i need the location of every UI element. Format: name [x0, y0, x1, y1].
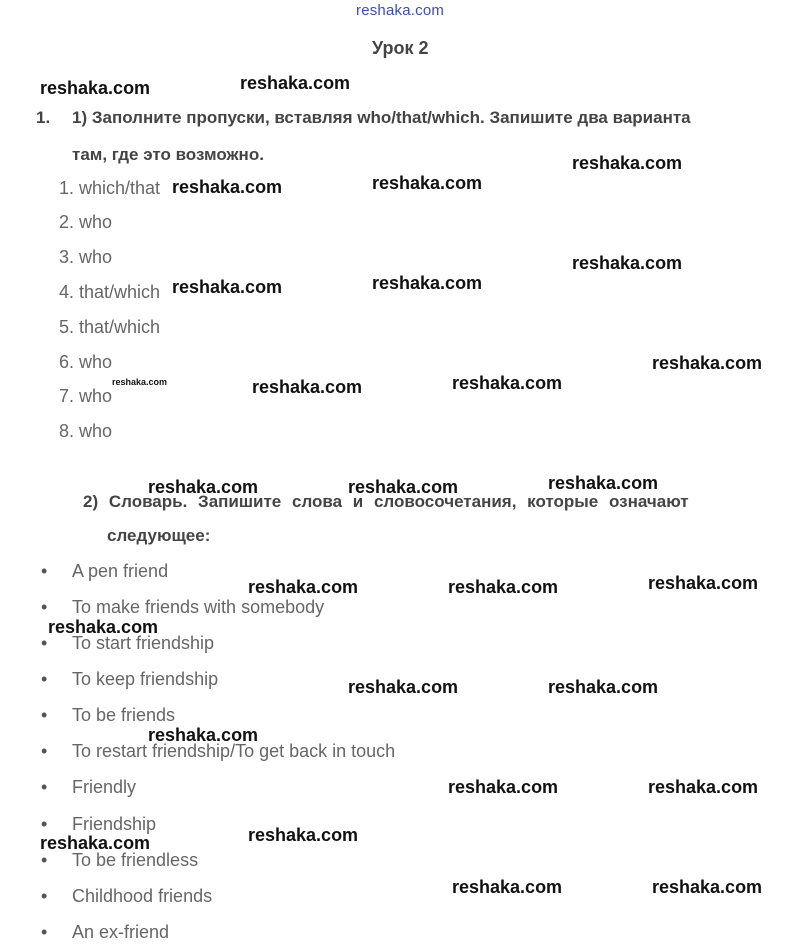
watermark: reshaka.com: [172, 277, 283, 297]
answer-3: 3. who: [59, 247, 113, 267]
bullet-dot: •: [41, 561, 48, 581]
answer-1: 1. which/that: [59, 178, 161, 198]
watermark: reshaka.com: [252, 377, 363, 397]
site-header-link[interactable]: reshaka.com: [356, 2, 445, 19]
answer-7: 7. who: [59, 386, 113, 406]
watermark: reshaka.com: [248, 825, 359, 845]
bullet-dot: •: [41, 886, 48, 906]
bullet-dot: •: [41, 922, 48, 942]
vocab-item-6: To restart friendship/To get back in touch: [72, 741, 396, 761]
vocab-item-7: Friendly: [72, 777, 137, 797]
watermark: reshaka.com: [172, 177, 283, 197]
watermark: reshaka.com: [452, 877, 563, 897]
vocab-item-10: Childhood friends: [72, 886, 213, 906]
watermark: reshaka.com: [652, 877, 763, 897]
vocab-item-2: To make friends with somebody: [72, 597, 325, 617]
bullet-dot: •: [41, 814, 48, 834]
bullet-dot: •: [41, 741, 48, 761]
answer-5: 5. that/which: [59, 317, 161, 337]
watermark: reshaka.com: [372, 173, 483, 193]
watermark: reshaka.com: [572, 253, 683, 273]
vocab-item-3: To start friendship: [72, 633, 215, 653]
watermark: reshaka.com: [572, 153, 683, 173]
answer-2: 2. who: [59, 212, 113, 232]
watermark: reshaka.com: [348, 677, 459, 697]
task1-number: 1.: [36, 108, 51, 127]
bullet-dot: •: [41, 777, 48, 797]
answer-4: 4. that/which: [59, 282, 161, 302]
answer-6: 6. who: [59, 352, 113, 372]
bullet-dot: •: [41, 669, 48, 689]
vocab-item-5: To be friends: [72, 705, 176, 725]
watermark: reshaka.com: [48, 617, 159, 637]
task2-instruction-line2: следующее:: [107, 526, 211, 545]
task1-instruction-line2: там, где это возможно.: [72, 145, 264, 164]
bullet-dot: •: [41, 705, 48, 725]
answer-8: 8. who: [59, 421, 113, 441]
vocab-item-4: To keep friendship: [72, 669, 219, 689]
watermark: reshaka.com: [240, 73, 351, 93]
vocab-item-9: To be friendless: [72, 850, 199, 870]
watermark: reshaka.com: [648, 573, 759, 593]
watermark: reshaka.com: [452, 373, 563, 393]
watermark: reshaka.com: [112, 377, 168, 387]
vocab-item-8: Friendship: [72, 814, 157, 834]
watermark: reshaka.com: [652, 353, 763, 373]
watermark: reshaka.com: [648, 777, 759, 797]
watermark: reshaka.com: [40, 833, 151, 853]
watermark: reshaka.com: [40, 78, 151, 98]
watermark: reshaka.com: [348, 477, 459, 497]
vocab-item-1: A pen friend: [72, 561, 169, 581]
bullet-dot: •: [41, 633, 48, 653]
watermark: reshaka.com: [548, 677, 659, 697]
task1-instruction-line1: 1) Заполните пропуски, вставляя who/that/which. Запишите два варианта: [72, 108, 691, 127]
watermark: reshaka.com: [548, 473, 659, 493]
watermark: reshaka.com: [148, 725, 259, 745]
vocab-item-11: An ex-friend: [72, 922, 170, 942]
lesson-title: Урок 2: [372, 38, 429, 58]
watermark: reshaka.com: [248, 577, 359, 597]
bullet-dot: •: [41, 850, 48, 870]
watermark: reshaka.com: [372, 273, 483, 293]
watermark: reshaka.com: [448, 577, 559, 597]
bullet-dot: •: [41, 597, 48, 617]
task2-instruction-line1: 2) Словарь. Запишите слова и словосочетания, которые означают: [83, 492, 689, 511]
watermark: reshaka.com: [148, 477, 259, 497]
watermark: reshaka.com: [448, 777, 559, 797]
